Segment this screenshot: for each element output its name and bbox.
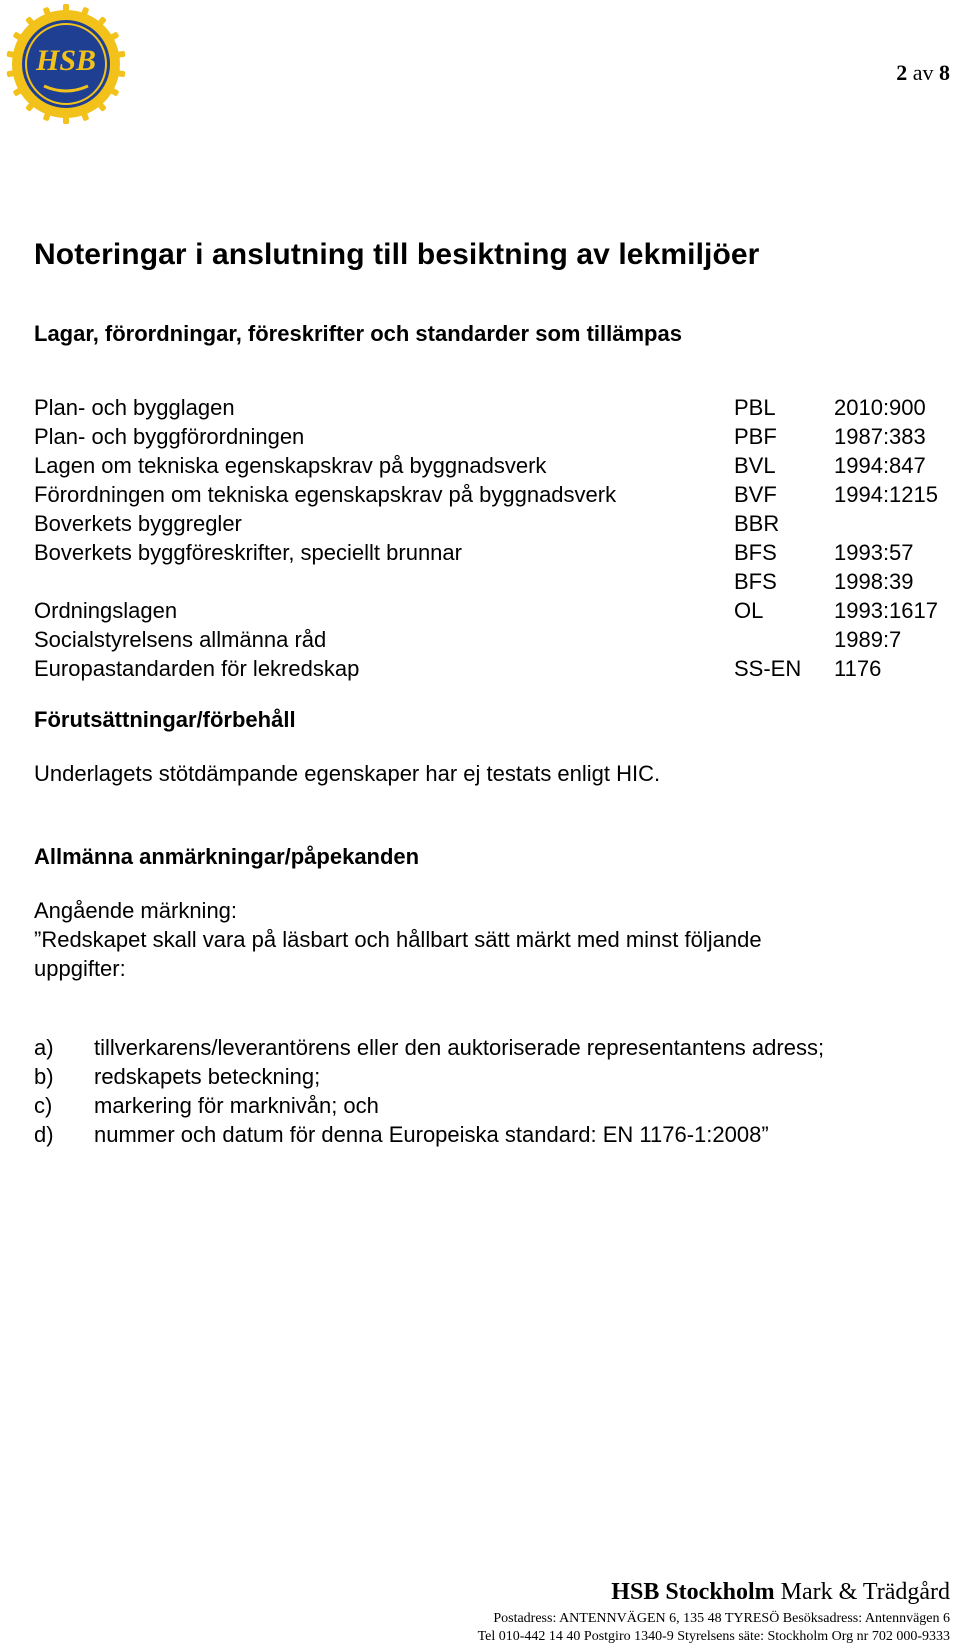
remarks-quote-line-2: uppgifter: (34, 956, 126, 981)
footer-contact: Tel 010-442 14 40 Postgiro 1340-9 Styrelsens säte: Stockholm Org nr 702 000-9333 (477, 1629, 950, 1644)
law-code: 1993:1617 (834, 598, 938, 623)
page-of: av (912, 60, 934, 85)
law-abbreviation: PBF (734, 424, 777, 449)
list-item-text: tillverkarens/leverantörens eller den auktoriserade representantens adress; (94, 1035, 825, 1060)
page-total: 8 (939, 60, 950, 85)
footer-org-rest: Mark & Trädgård (780, 1579, 950, 1605)
list-item-text: redskapets beteckning; (94, 1064, 321, 1089)
law-abbreviation: BFS (734, 540, 777, 565)
law-code: 2010:900 (834, 395, 926, 420)
law-name: Socialstyrelsens allmänna råd (34, 627, 327, 652)
law-name: Europastandarden för lekredskap (34, 656, 360, 681)
law-name: Plan- och byggförordningen (34, 424, 305, 449)
page-number (896, 60, 950, 86)
law-code: 1998:39 (834, 569, 914, 594)
hsb-logo-icon (6, 4, 126, 124)
law-row (34, 509, 954, 538)
prerequisites-heading: Förutsättningar/förbehåll (34, 707, 296, 732)
laws-heading: Lagar, förordningar, föreskrifter och standarder som tillämpas (34, 321, 682, 346)
law-row (34, 480, 954, 509)
law-code: 1994:1215 (834, 482, 938, 507)
law-name: Boverkets byggföreskrifter, speciellt brunnar (34, 540, 462, 565)
law-row (34, 567, 954, 596)
footer-brand (611, 1579, 950, 1606)
law-abbreviation: BVL (734, 453, 776, 478)
law-name: Förordningen om tekniska egenskapskrav på byggnadsverk (34, 482, 617, 507)
law-row (34, 393, 954, 422)
law-name: Lagen om tekniska egenskapskrav på byggnadsverk (34, 453, 547, 478)
remarks-quote-line-1: ”Redskapet skall vara på läsbart och hållbart sätt märkt med minst följande (34, 927, 762, 952)
law-code: 1993:57 (834, 540, 914, 565)
list-item-letter: c) (34, 1093, 53, 1118)
law-abbreviation: BFS (734, 569, 777, 594)
laws-table (34, 393, 954, 683)
law-abbreviation: PBL (734, 395, 776, 420)
law-row (34, 596, 954, 625)
page-current: 2 (896, 60, 908, 85)
list-item-text: nummer och datum för denna Europeiska standard: EN 1176-1:2008” (94, 1122, 769, 1147)
law-row (34, 422, 954, 451)
law-name: Plan- och bygglagen (34, 395, 235, 420)
law-row (34, 538, 954, 567)
law-name: Boverkets byggregler (34, 511, 242, 536)
list-item-text: markering för marknivån; och (94, 1093, 379, 1118)
remarks-heading: Allmänna anmärkningar/påpekanden (34, 844, 420, 869)
law-name: Ordningslagen (34, 598, 178, 623)
list-item-letter: d) (34, 1122, 54, 1147)
law-code: 1989:7 (834, 627, 902, 652)
footer-address: Postadress: ANTENNVÄGEN 6, 135 48 TYRESÖ Besöksadress: Antennvägen 6 (493, 1611, 950, 1626)
law-abbreviation: OL (734, 598, 764, 623)
footer-org-bold: HSB Stockholm (611, 1579, 775, 1605)
law-row (34, 654, 954, 683)
logo-text: HSB (35, 44, 97, 77)
law-abbreviation: BBR (734, 511, 780, 536)
remarks-intro: Angående märkning: (34, 898, 238, 923)
law-code: 1994:847 (834, 453, 926, 478)
law-abbreviation: SS-EN (734, 656, 802, 681)
list-item-letter: b) (34, 1064, 54, 1089)
prerequisites-text: Underlagets stötdämpande egenskaper har ej testats enligt HIC. (34, 761, 661, 786)
list-item-letter: a) (34, 1035, 54, 1060)
law-code: 1987:383 (834, 424, 926, 449)
law-abbreviation: BVF (734, 482, 777, 507)
law-code: 1176 (834, 656, 882, 681)
page-title: Noteringar i anslutning till besiktning av lekmiljöer (34, 238, 760, 271)
law-row (34, 451, 954, 480)
law-row (34, 625, 954, 654)
